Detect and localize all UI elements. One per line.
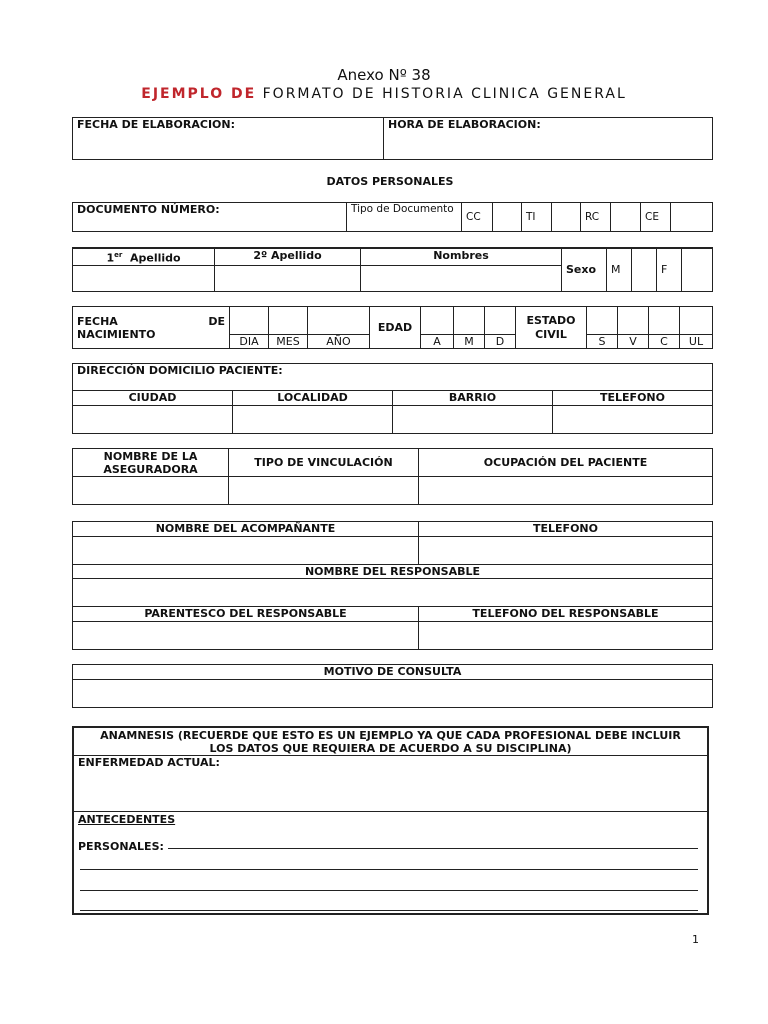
doc-type-ti: TI <box>522 203 552 232</box>
aseguradora-header: NOMBRE DE LA ASEGURADORA <box>73 449 229 477</box>
telefono-responsable-field[interactable] <box>419 622 713 650</box>
personales-line-3[interactable] <box>80 890 698 891</box>
apellido2-field[interactable] <box>215 265 361 291</box>
page-title: Anexo Nº 38 <box>337 66 431 84</box>
localidad-header: LOCALIDAD <box>233 391 393 406</box>
antecedentes-section[interactable] <box>73 812 708 914</box>
motivo-table <box>72 664 713 708</box>
nacimiento-table <box>72 306 713 349</box>
subtitle-form-name: FORMATO DE HISTORIA CLINICA GENERAL <box>262 86 627 102</box>
estado-option-s: S <box>587 335 618 349</box>
apellido2-header: 2º Apellido <box>215 248 361 265</box>
acompanante-header: NOMBRE DEL ACOMPAÑANTE <box>73 522 419 537</box>
hora-elaboracion-label: HORA DE ELABORACION: <box>388 118 541 131</box>
datos-personales-heading: DATOS PERSONALES <box>326 175 454 188</box>
nombres-table <box>72 247 713 292</box>
personales-line-1[interactable] <box>168 848 698 849</box>
sexo-f-check[interactable] <box>682 248 713 291</box>
acompanante-table <box>72 521 713 650</box>
motivo-header: MOTIVO DE CONSULTA <box>73 665 713 680</box>
estado-option-v: V <box>618 335 649 349</box>
antecedentes-label: ANTECEDENTES <box>78 813 176 826</box>
telefono-responsable-header: TELEFONO DEL RESPONSABLE <box>419 607 713 622</box>
documento-numero-field[interactable] <box>73 203 347 232</box>
estado-ul-field[interactable] <box>680 307 713 335</box>
direccion-table <box>72 363 713 434</box>
motivo-field[interactable] <box>73 680 713 708</box>
edad-d-field[interactable] <box>485 307 516 335</box>
doc-type-cc: CC <box>462 203 493 232</box>
localidad-field[interactable] <box>233 406 393 434</box>
enfermedad-actual-field[interactable] <box>73 756 708 812</box>
sexo-label: Sexo <box>562 248 607 291</box>
sexo-option-m: M <box>607 248 632 291</box>
telefono-header: TELEFONO <box>553 391 713 406</box>
responsable-header: NOMBRE DEL RESPONSABLE <box>73 565 713 579</box>
fecha-elaboracion-field[interactable] <box>73 118 384 160</box>
estado-s-field[interactable] <box>587 307 618 335</box>
dia-label: DIA <box>230 335 269 349</box>
personales-label: PERSONALES: <box>78 840 164 853</box>
direccion-domicilio-field[interactable] <box>73 364 713 391</box>
doc-type-rc-check[interactable] <box>611 203 641 232</box>
edad-unit-m: M <box>454 335 485 349</box>
doc-type-ce-check[interactable] <box>671 203 713 232</box>
anamnesis-table <box>72 726 709 915</box>
telefono-field[interactable] <box>553 406 713 434</box>
responsable-field[interactable] <box>73 579 713 607</box>
fecha-nacimiento-label: FECHA DE NACIMIENTO <box>73 307 230 349</box>
sexo-option-f: F <box>657 248 682 291</box>
estado-civil-label: ESTADO CIVIL <box>516 307 587 349</box>
enfermedad-actual-label: ENFERMEDAD ACTUAL: <box>78 756 220 769</box>
ocupacion-field[interactable] <box>419 477 713 505</box>
edad-unit-d: D <box>485 335 516 349</box>
nombres-field[interactable] <box>361 265 562 291</box>
aseguradora-table <box>72 448 713 505</box>
estado-option-ul: UL <box>680 335 713 349</box>
edad-unit-a: A <box>421 335 454 349</box>
documento-numero-label: DOCUMENTO NÚMERO: <box>77 203 220 216</box>
apellido1-field[interactable] <box>73 265 215 291</box>
anamnesis-header: ANAMNESIS (RECUERDE QUE ESTO ES UN EJEMPLO YA QUE CADA PROFESIONAL DEBE INCLUIR LOS DATOS QUE REQUIERA DE ACUERDO A SU DISCIPLINA) <box>73 727 708 756</box>
barrio-field[interactable] <box>393 406 553 434</box>
mes-field[interactable] <box>269 307 308 335</box>
tipo-vinculacion-field[interactable] <box>229 477 419 505</box>
fecha-elaboracion-label: FECHA DE ELABORACION: <box>77 118 236 131</box>
elaboracion-table <box>72 117 713 160</box>
ciudad-header: CIUDAD <box>73 391 233 406</box>
doc-type-ce: CE <box>641 203 671 232</box>
parentesco-header: PARENTESCO DEL RESPONSABLE <box>73 607 419 622</box>
edad-a-field[interactable] <box>421 307 454 335</box>
tipo-vinculacion-header: TIPO DE VINCULACIÓN <box>229 449 419 477</box>
estado-c-field[interactable] <box>649 307 680 335</box>
documento-table <box>72 202 713 232</box>
page-subtitle <box>0 86 768 102</box>
personales-line-2[interactable] <box>80 869 698 870</box>
ciudad-field[interactable] <box>73 406 233 434</box>
hora-elaboracion-field[interactable] <box>384 118 713 160</box>
doc-type-ti-check[interactable] <box>552 203 581 232</box>
subtitle-example-label: EJEMPLO DE <box>141 86 257 102</box>
tipo-documento-label: Tipo de Documento <box>347 203 462 232</box>
barrio-header: BARRIO <box>393 391 553 406</box>
ocupacion-header: OCUPACIÓN DEL PACIENTE <box>419 449 713 477</box>
telefono-acompanante-header: TELEFONO <box>419 522 713 537</box>
nombres-header: Nombres <box>361 248 562 265</box>
telefono-acompanante-field[interactable] <box>419 537 713 565</box>
estado-option-c: C <box>649 335 680 349</box>
aseguradora-field[interactable] <box>73 477 229 505</box>
page-number: 1 <box>692 933 699 946</box>
acompanante-field[interactable] <box>73 537 419 565</box>
sexo-m-check[interactable] <box>632 248 657 291</box>
doc-type-cc-check[interactable] <box>493 203 522 232</box>
parentesco-field[interactable] <box>73 622 419 650</box>
dia-field[interactable] <box>230 307 269 335</box>
estado-v-field[interactable] <box>618 307 649 335</box>
mes-label: MES <box>269 335 308 349</box>
edad-label: EDAD <box>370 307 421 349</box>
anio-label: AÑO <box>308 335 370 349</box>
personales-line-4[interactable] <box>80 910 698 911</box>
anio-field[interactable] <box>308 307 370 335</box>
direccion-domicilio-label: DIRECCIÓN DOMICILIO PACIENTE: <box>77 364 283 377</box>
doc-type-rc: RC <box>581 203 611 232</box>
edad-m-field[interactable] <box>454 307 485 335</box>
apellido1-header: 1er Apellido <box>73 248 215 265</box>
